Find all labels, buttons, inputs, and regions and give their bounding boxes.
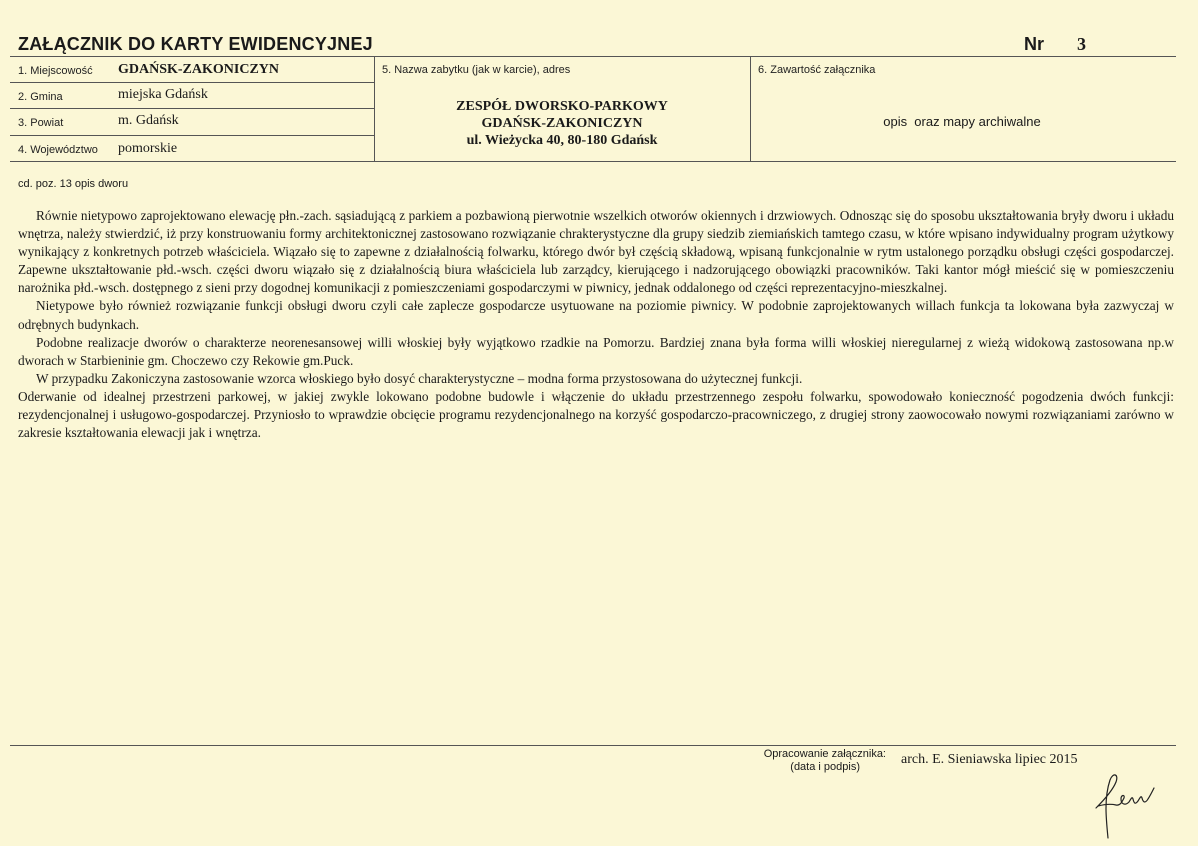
commune-value: miejska Gdańsk <box>118 87 208 102</box>
row-divider-1 <box>10 82 374 83</box>
monument-name-line-1: ZESPÓŁ DWORSKO-PARKOWY <box>456 99 668 114</box>
handwritten-signature <box>1094 768 1158 840</box>
row-divider-2 <box>10 108 374 109</box>
county-label: 3. Powiat <box>18 117 64 129</box>
monument-label: 5. Nazwa zabytku (jak w karcie), adres <box>382 64 571 76</box>
body-paragraph: W przypadku Zakoniczyna zastosowanie wzorca włoskiego było dosyć charakterystyczne – modna forma przystosowana do użytecznej funkcji. <box>36 370 803 386</box>
body-paragraph: Nietypowe było również rozwiązanie funkcji obsługi dworu czyli całe zaplecze gospodarcze usytuowane na poziomie piwnicy. W podobnie zaprojektowanych willach funkcja ta lokowana była zazwyczaj w odrębnych budynkach. <box>18 298 1174 332</box>
locality-label: 1. Miejscowość <box>18 65 93 77</box>
prepared-by-label <box>740 748 886 774</box>
row-divider-3 <box>10 135 374 136</box>
voivodeship-label: 4. Województwo <box>18 144 98 156</box>
prepared-by-label-line-1: Opracowanie załącznika: <box>763 748 886 760</box>
prepared-by-value: arch. E. Sieniawska lipiec 2015 <box>901 752 1078 767</box>
body-paragraph: Równie nietypowo zaprojektowano elewację płn.-zach. sąsiadującą z parkiem a pozbawioną pierwotnie wszelkich otworów okiennych i drzwiowych. Odnosząc się do sposobu ukształtowania bryły dworu i układu wnętrza, należy stwierdzić, iż przy konstruowaniu formy architektonicznej zastosowano rozwiązanie chrakterystyczne dla grupy siedzib ziemiańskich tamtego czasu, w które wpisano indywidualny program użytkowy wynikający z konkretnych potrzeb właściciela. Wiązało się to zapewne z działalnością folwarku, którego dwór był częścią składową, wpisaną funkcjonalnie w rytm ustalonego porządku obsługi części gospodarczej. Zapewne ukształtowanie płd.-wsch. części dworu wiązało się z działalnością biura właściciela lub zarządcy, kierującego i nadzorującego obowiązki pracowników. Taki kantor mógł mieścić się w pomieszczeniu narożnika płd.-wsch. dostępnego z sieni przy dogodnej komunikacji z pomieszczeniami gospodarczymi w piwnicy, jednak oddalonego od części reprezentacyjno-mieszkalnej. <box>18 208 1174 296</box>
description-body <box>18 207 1174 442</box>
body-paragraph: Podobne realizacje dworów o charakterze neorenesansowej willi włoskiej były wyjątkowo rzadkie na Pomorzu. Bardziej znana była forma willi włoskiej nieregularnej z wieżą widokową zastosowana np.w dworach w Starbieninie gm. Choczewo czy Rekowie gm.Puck. <box>18 334 1174 368</box>
voivodeship-value: pomorskie <box>118 141 178 156</box>
county-value: m. Gdańsk <box>118 113 179 128</box>
locality-value: GDAŃSK-ZAKONICZYN <box>118 62 280 77</box>
commune-label: 2. Gmina <box>18 91 63 103</box>
footer-divider <box>10 745 1176 746</box>
number-label: Nr <box>1024 34 1045 54</box>
table-bottom-line <box>10 161 1176 162</box>
attachment-contents-label: 6. Zawartość załącznika <box>758 64 876 76</box>
monument-address: ul. Wieżycka 40, 80-180 Gdańsk <box>466 133 658 148</box>
document-title: ZAŁĄCZNIK DO KARTY EWIDENCYJNEJ <box>18 34 373 54</box>
prepared-by-label-line-2: (data i podpis) <box>790 761 860 773</box>
continuation-note: cd. poz. 13 opis dworu <box>18 178 129 190</box>
header-divider <box>10 56 1176 57</box>
attachment-contents-value: opis oraz mapy archiwalne <box>883 114 1041 129</box>
monument-name-line-2: GDAŃSK-ZAKONICZYN <box>481 116 643 131</box>
monument-name-block <box>374 98 750 149</box>
column-divider-2 <box>750 57 751 161</box>
number-value: 3 <box>1077 34 1086 54</box>
body-paragraph: Oderwanie od idealnej przestrzeni parkowej, w jakiej zwykle lokowano podobne budowle i włączenie do układu przestrzennego zespołu folwarku, spowodowało konieczność pogodzenia dwóch funkcji: rezydencjonalnej i usługowo-gospodarczej. Przyniosło to wprawdzie obcięcie programu rezydencjonalnego na korzyść gospodarczo-pracowniczego, z drugiej strony zaowocowało nowymi rozwiązaniami zarówno w zakresie kształtowania elewacji jak i wnętrza. <box>18 388 1174 441</box>
